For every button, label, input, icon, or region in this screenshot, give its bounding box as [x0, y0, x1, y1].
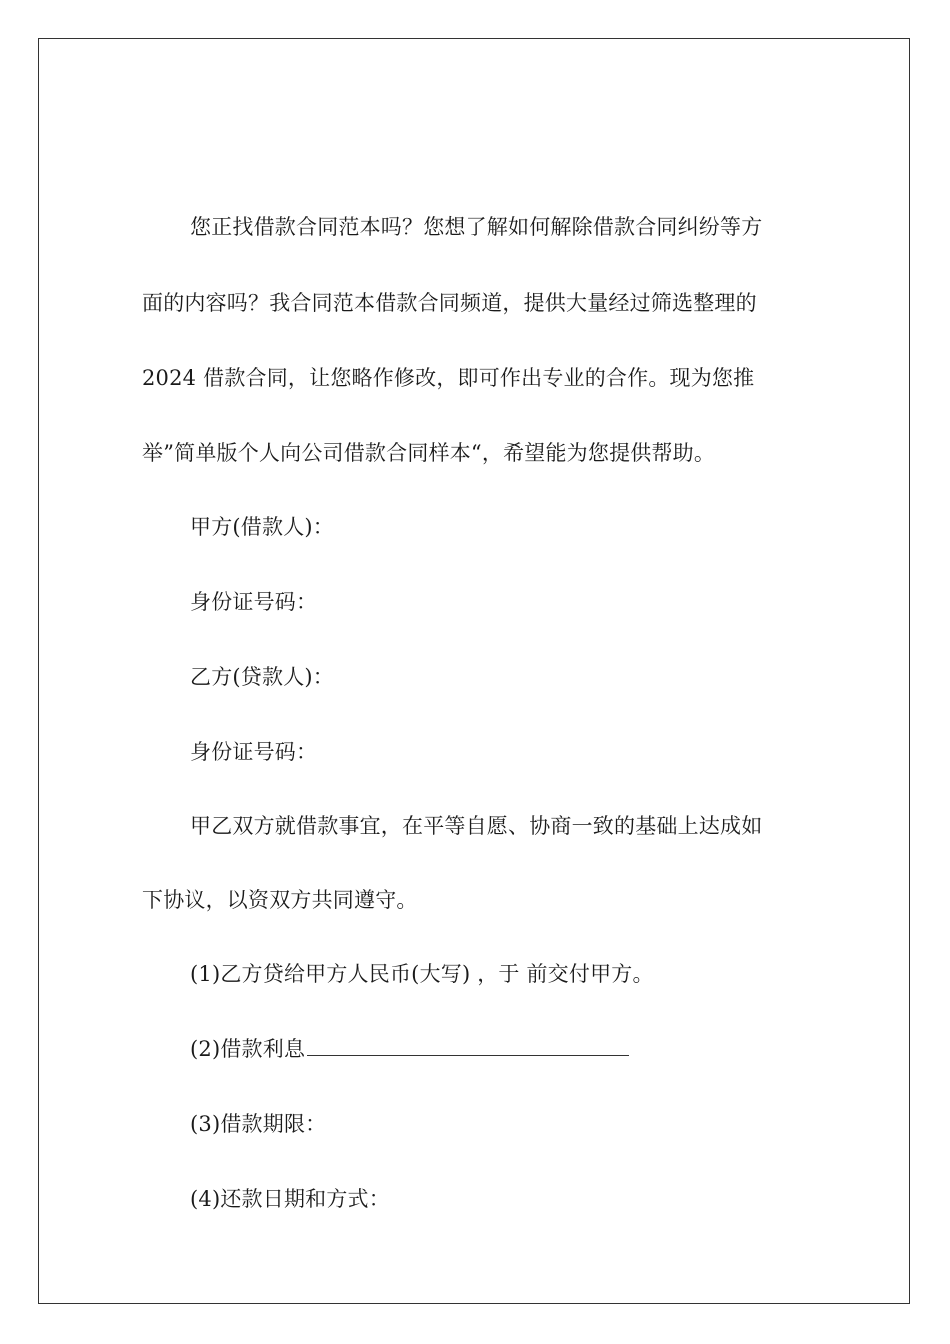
clause-2-text: (2)借款利息	[190, 1037, 306, 1061]
intro-line-1: 您正找借款合同范本吗？您想了解如何解除借款合同纠纷等方	[190, 215, 763, 239]
party-a-id-label: 身份证号码：	[190, 590, 318, 614]
clause-2	[190, 1034, 629, 1064]
party-b-label: 乙方(贷款人)：	[190, 665, 334, 689]
intro-line-2: 面的内容吗？我合同范本借款合同频道，提供大量经过筛选整理的	[142, 291, 757, 315]
clause-1: (1)乙方贷给甲方人民币(大写) ，于 前交付甲方。	[190, 962, 654, 986]
clause-4: (4)还款日期和方式：	[190, 1187, 390, 1211]
agreement-line-1: 甲乙双方就借款事宜，在平等自愿、协商一致的基础上达成如	[190, 814, 763, 838]
party-b-id-label: 身份证号码：	[190, 740, 318, 764]
intro-line-3: 2024 借款合同，让您略作修改，即可作出专业的合作。现为您推	[142, 366, 755, 390]
fill-in-blank-line	[307, 1037, 629, 1056]
clause-3: (3)借款期限：	[190, 1112, 327, 1136]
agreement-line-2: 下协议，以资双方共同遵守。	[142, 888, 418, 912]
intro-line-4: 举”简单版个人向公司借款合同样本“，希望能为您提供帮助。	[142, 441, 716, 465]
party-a-label: 甲方(借款人)：	[190, 515, 334, 539]
